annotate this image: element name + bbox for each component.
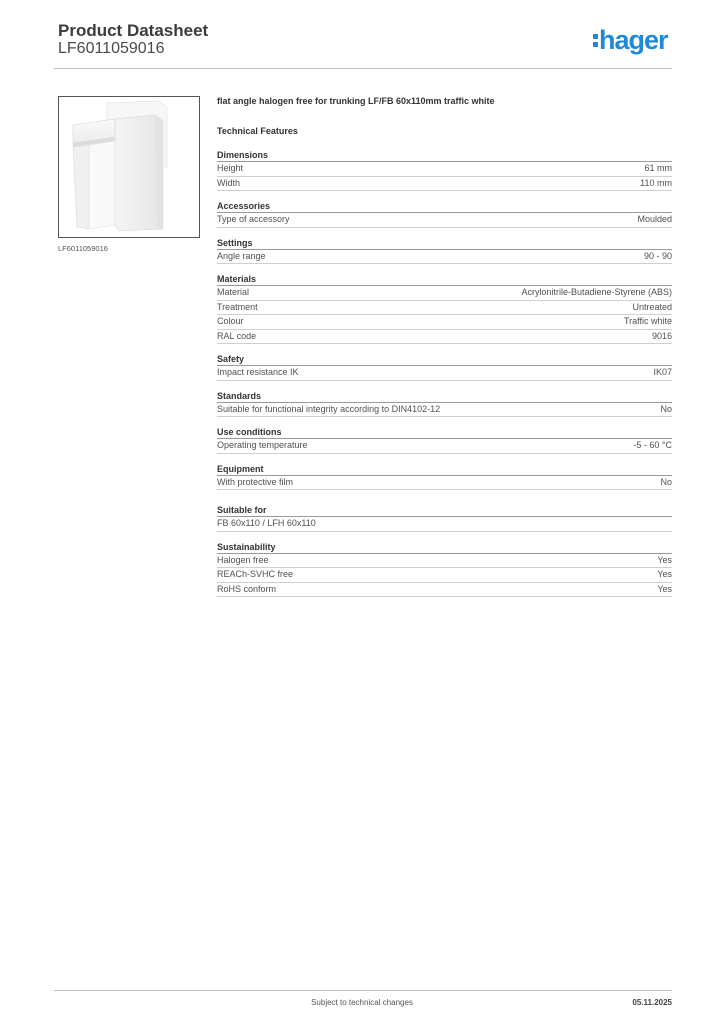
spec-group [217,273,672,344]
spec-row [217,177,672,192]
spec-label: Material [217,287,250,297]
spec-group [217,504,672,532]
product-name: flat angle halogen free for trunking LF/FB 60x110mm traffic white [217,96,495,106]
spec-row [217,476,672,491]
spec-label: Type of accessory [217,214,290,224]
flat-angle-product-illustration [59,97,199,237]
specification-content [217,96,672,606]
image-caption: LF6011059016 [58,244,108,253]
spec-group [217,390,672,418]
spec-group-title: Standards [217,390,672,403]
spec-group-title: Safety [217,353,672,366]
spec-group [217,353,672,381]
spec-value: Moulded [637,214,672,224]
spec-row [217,301,672,316]
spec-value: Yes [657,583,672,594]
spec-row [217,568,672,583]
spec-value: IK07 [653,367,672,377]
spec-value: 110 mm [640,177,672,188]
spec-group [217,541,672,598]
product-code: LF6011059016 [58,40,165,57]
footer-divider [54,990,672,991]
spec-row [217,162,672,177]
spec-group-title: Suitable for [217,504,672,517]
spec-group-title: Sustainability [217,541,672,554]
spec-row [217,330,672,345]
spec-row [217,403,672,418]
spec-label: Impact resistance IK [217,367,299,377]
header-divider [54,68,672,69]
spec-value: Acrylonitrile-Butadiene-Styrene (ABS) [521,287,672,297]
logo-text: hager [599,25,668,55]
spec-groups [217,149,672,597]
spec-group-title: Settings [217,237,672,250]
spec-label: Width [217,177,241,188]
spec-value: Traffic white [623,316,672,326]
spec-group-title: Equipment [217,463,672,476]
footer-note: Subject to technical changes [311,998,413,1007]
spec-label: Suitable for functional integrity according to DIN4102-12 [217,403,441,414]
spec-value: 9016 [651,330,672,341]
spec-group-title: Accessories [217,200,672,213]
spec-label: Height [217,163,244,173]
product-image [58,96,200,238]
spec-label: Operating temperature [217,440,308,450]
spec-row [217,213,672,228]
spec-row [217,250,672,265]
hager-logo [593,27,668,54]
spec-value: No [660,403,672,414]
spec-row [217,366,672,381]
spec-label: Colour [217,316,244,326]
page-title: Product Datasheet [58,21,209,40]
spec-value: Yes [657,554,672,565]
spec-group [217,237,672,265]
spec-label: REACh-SVHC free [217,569,294,579]
spec-group [217,200,672,228]
spec-label: Halogen free [217,554,269,565]
technical-features-heading: Technical Features [217,126,298,136]
spec-group [217,149,672,191]
spec-row [217,583,672,598]
spec-group [217,426,672,454]
spec-value: 90 - 90 [643,250,672,261]
spec-label: RAL code [217,330,257,341]
spec-label: Treatment [217,301,258,312]
spec-group-title: Dimensions [217,149,672,162]
spec-value: Untreated [632,301,672,312]
spec-row [217,439,672,454]
spec-value: 61 mm [644,163,672,173]
spec-group-title: Materials [217,273,672,286]
footer-date: 05.11.2025 [632,998,672,1007]
spec-value: Yes [657,569,672,579]
spec-group [217,463,672,491]
spec-label: RoHS conform [217,583,277,594]
spec-value: -5 - 60 °C [633,440,672,450]
spec-group-title: Use conditions [217,426,672,439]
spec-row [217,286,672,301]
spec-row [217,554,672,569]
spec-label: With protective film [217,476,294,487]
spec-row [217,315,672,330]
spec-row [217,517,672,532]
spec-value: No [660,476,672,487]
spec-label: FB 60x110 / LFH 60x110 [217,518,316,528]
spec-label: Angle range [217,250,266,261]
